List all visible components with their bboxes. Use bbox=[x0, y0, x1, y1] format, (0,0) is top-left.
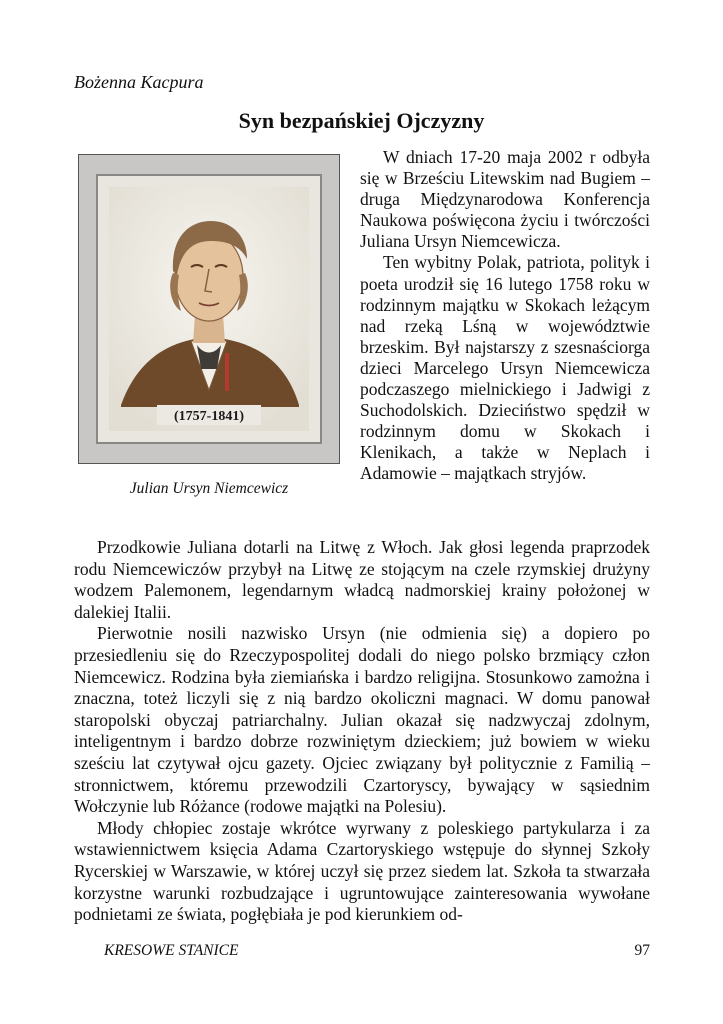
portrait-figure bbox=[78, 154, 340, 464]
article-title: Syn bezpańskiej Ojczyzny bbox=[238, 108, 485, 133]
portrait-image bbox=[79, 155, 339, 463]
main-text bbox=[74, 537, 650, 926]
paragraph: W dniach 17-20 maja 2002 r odbyła się w Brześciu Litewskim nad Bugiem – druga Międzynarodowa Konferencja Naukowa poświęcona życiu i twórczości Juliana Ursyn Niemcewicza. bbox=[360, 147, 650, 252]
paragraph: Ten wybitny Polak, patriota, polityk i poeta urodził się 16 lutego 1758 roku w rodzinnym majątku w Skokach leżącym nad rzeką Lśną w województwie brzeskim. Był najstarszy z szesnaściorga dzieci Marcelego Ursyn Niemcewicza podczaszego mielnickiego i Jadwigi z Suchodolskich. Dzieciństwo spędził w rodzinnym domu w Skokach i Klenikach, a także w Neplach i Adamowie – majątkach stryjów. bbox=[360, 252, 650, 484]
paragraph: Młody chłopiec zostaje wkrótce wyrwany z poleskiego partykularza i za wstawiennictwem księcia Adama Czartoryskiego wstępuje do słynnej Szkoły Rycerskiej w Warszawie, w której uczył się przez siedem lat. Szkoła ta stwarzała korzystne warunki rozbudzające i ugruntowujące zainteresowania wywołane podnietami ze świata, pogłębiała je pod kierunkiem od- bbox=[74, 817, 650, 925]
page-number: 97 bbox=[634, 942, 650, 959]
portrait-years-label: (1757-1841) bbox=[174, 409, 244, 424]
portrait-ribbon bbox=[225, 353, 229, 391]
paragraph: Przodkowie Juliana dotarli na Litwę z Włoch. Jak głosi legenda praprzodek rodu Niemcewiczów przybył na Litwę ze stojącym na czele rzymskiej drużyny wodzem Palemonem, legendarnym władcą nadmorskiej krainy położonej w dalekiej Italii. bbox=[74, 537, 650, 622]
journal-name: KRESOWE STANICE bbox=[104, 942, 239, 959]
right-column-text bbox=[360, 147, 650, 485]
author-name: Bożenna Kacpura bbox=[74, 72, 204, 92]
paragraph: Pierwotnie nosili nazwisko Ursyn (nie odmienia się) a dopiero po przesiedleniu się do Rzeczypospolitej dodali do niego polsko brzmiący człon Niemcewicz. Rodzina była ziemiańska i bardzo religijna. Stosunkowo zamożna i znaczna, toteż liczyli się z nią bardzo okoliczni magnaci. W domu panował staropolski obyczaj patriarchalny. Julian okazał się nadzwyczaj zdolnym, inteligentnym i bardzo dobrze rozwiniętym dzieckiem; już bowiem w wieku sześciu lat czytywał ojcu gazety. Ojciec związany był politycznie z Familią – stronnictwem, któremu przewodzili Czartoryscy, bywający w sąsiednim Wołczynie lub Różance (rodowe majątki na Polesiu). bbox=[74, 623, 650, 817]
figure-caption: Julian Ursyn Niemcewicz bbox=[129, 480, 289, 497]
